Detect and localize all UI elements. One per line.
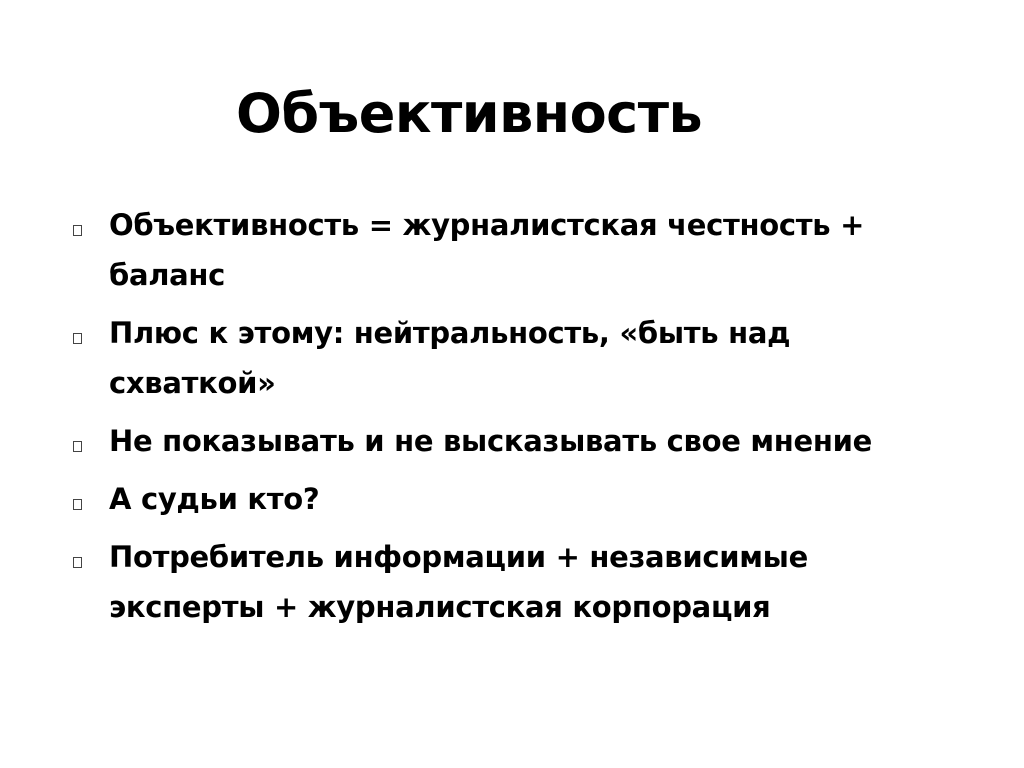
bullet-item bbox=[70, 532, 970, 632]
bullet-text: Плюс к этому: нейтральность, «быть над схваткой» bbox=[109, 316, 791, 400]
bullet-text: А судьи кто? bbox=[109, 482, 320, 516]
square-bullet-icon bbox=[73, 333, 82, 344]
bullet-text: Объективность = журналистская честность + баланс bbox=[109, 208, 865, 292]
bullet-item bbox=[70, 474, 970, 524]
bullet-item bbox=[70, 308, 970, 408]
square-bullet-icon bbox=[73, 557, 82, 568]
bullet-item bbox=[70, 416, 970, 466]
bullet-text: Потребитель информации + независимые эксперты + журналистская корпорация bbox=[109, 540, 808, 624]
square-bullet-icon bbox=[73, 441, 82, 452]
slide-title: Объективность bbox=[236, 82, 703, 145]
square-bullet-icon bbox=[73, 225, 82, 236]
bullet-text: Не показывать и не высказывать свое мнение bbox=[109, 424, 873, 458]
square-bullet-icon bbox=[73, 499, 82, 510]
bullet-item bbox=[70, 200, 970, 300]
